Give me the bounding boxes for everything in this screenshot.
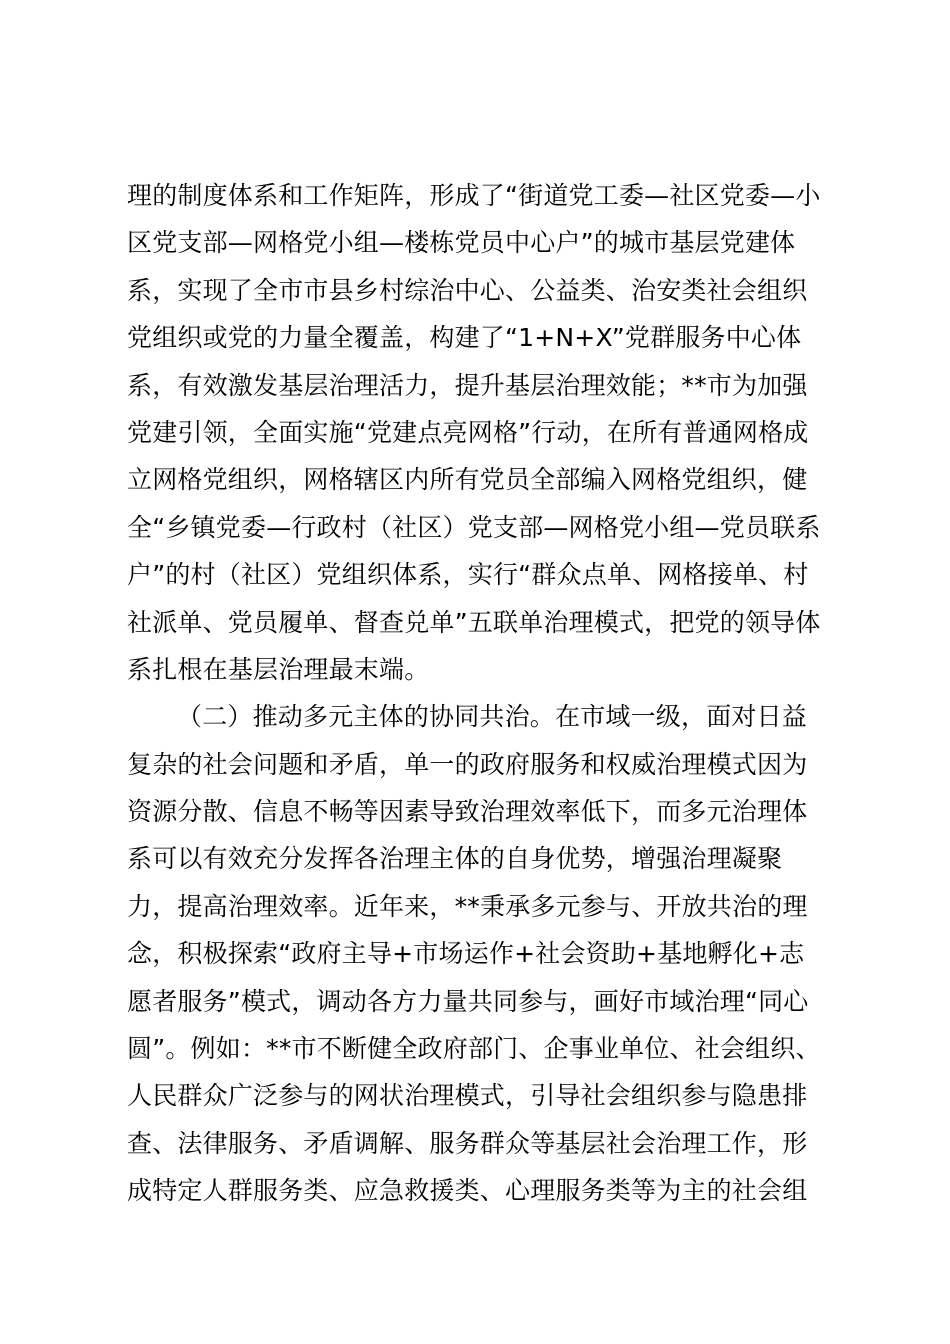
section-heading-line: （二）推动多元主体的协同共治。在市域一级，面对日益	[177, 702, 808, 732]
text-line: 社派单、党员履单、督查兑单”五联单治理模式，把党的领导体	[127, 607, 821, 637]
text-line: 复杂的社会问题和矛盾，单一的政府服务和权威治理模式因为	[127, 749, 808, 779]
text-line: 系扎根在基层治理最末端。	[127, 654, 430, 684]
text-line: 系，实现了全市市县乡村综治中心、公益类、治安类社会组织	[127, 275, 808, 305]
text-line: 全“乡镇党委—行政村（社区）党支部—网格党小组—党员联系	[127, 512, 821, 542]
text-line: 党组织或党的力量全覆盖，构建了“1+N+X”党群服务中心体	[127, 323, 802, 353]
text-line: 愿者服务”模式，调动各方力量共同参与，画好市域治理“同心	[127, 986, 809, 1016]
text-line: 区党支部—网格党小组—楼栋党员中心户”的城市基层党建体	[127, 228, 796, 258]
text-line: 系，有效激发基层治理活力，提升基层治理效能；**市为加强	[127, 370, 808, 400]
text-line: 系可以有效充分发挥各治理主体的自身优势，增强治理凝聚	[127, 844, 783, 874]
text-line: 户”的村（社区）党组织体系，实行“群众点单、网格接单、村	[127, 560, 809, 590]
text-line: 立网格党组织，网格辖区内所有党员全部编入网格党组织，健	[127, 465, 808, 495]
text-line: 圆”。例如：**市不断健全政府部门、企事业单位、社会组织、	[127, 1034, 821, 1064]
text-line: 理的制度体系和工作矩阵，形成了“街道党工委—社区党委—小	[127, 181, 821, 210]
body-text	[127, 172, 837, 1215]
text-line: 力，提高治理效率。近年来，**秉承多元参与、开放共治的理	[127, 891, 808, 921]
text-line: 人民群众广泛参与的网状治理模式，引导社会组织参与隐患排	[127, 1081, 808, 1111]
text-line: 成特定人群服务类、应急救援类、心理服务类等为主的社会组	[127, 1176, 808, 1206]
text-line: 资源分散、信息不畅等因素导致治理效率低下，而多元治理体	[127, 797, 808, 827]
text-line: 查、法律服务、矛盾调解、服务群众等基层社会治理工作，形	[127, 1128, 808, 1158]
text-line: 念，积极探索“政府主导+市场运作+社会资助+基地孵化+志	[127, 939, 805, 969]
text-line: 党建引领，全面实施“党建点亮网格”行动，在所有普通网格成	[127, 417, 809, 447]
